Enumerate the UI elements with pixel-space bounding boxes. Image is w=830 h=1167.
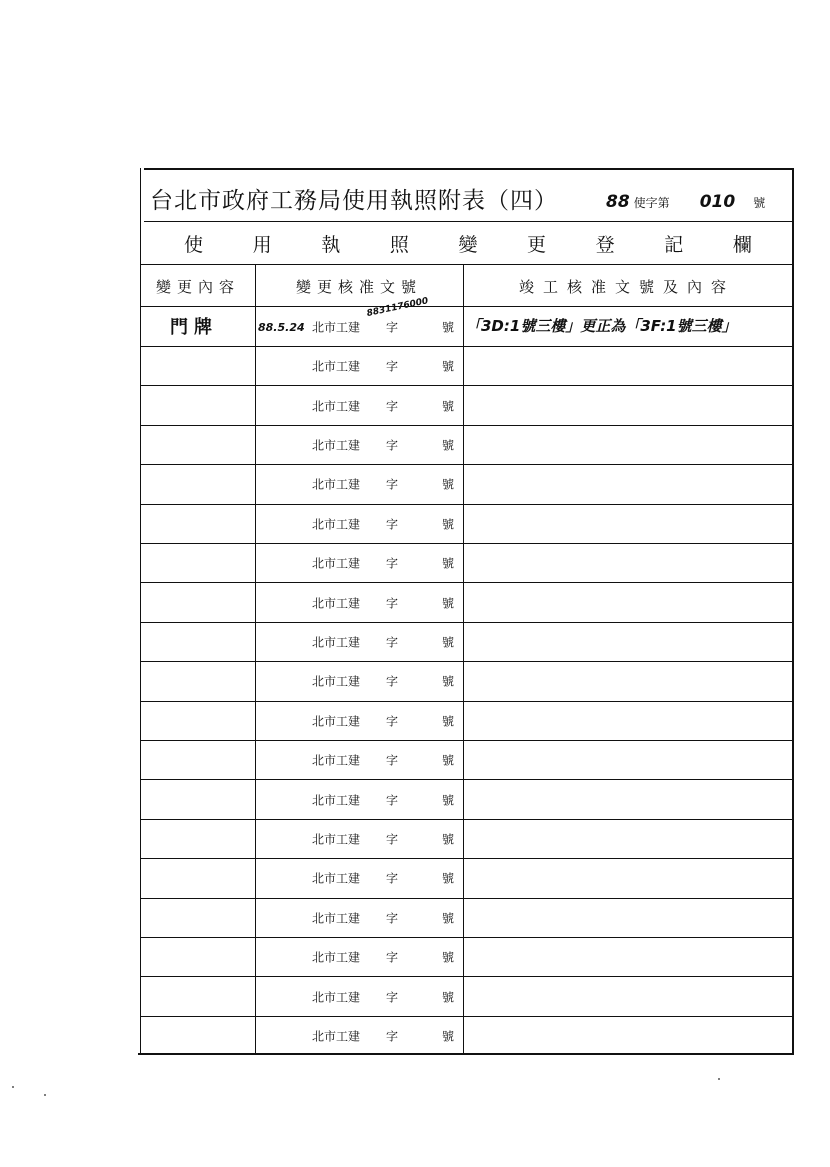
- table-row: [140, 741, 792, 779]
- approval-doc-cell: [256, 583, 464, 621]
- hao-label: 號: [442, 911, 455, 926]
- hao-label: 號: [442, 793, 455, 808]
- table-row: [140, 702, 792, 740]
- zi-label: 字: [386, 359, 399, 374]
- hao-label: 號: [442, 399, 455, 414]
- table-row: [140, 296, 792, 346]
- office-label: 北市工建: [312, 1029, 361, 1044]
- approval-doc-cell: [256, 741, 464, 779]
- approval-doc-cell: [256, 820, 464, 858]
- office-label: 北市工建: [312, 359, 361, 374]
- license-year: 88: [606, 192, 630, 212]
- zi-label: 字: [386, 320, 399, 334]
- office-label: 北市工建: [312, 438, 361, 453]
- approval-doc-cell: [256, 307, 464, 346]
- approval-doc-cell: [256, 544, 464, 582]
- license-serial: 010: [699, 192, 736, 212]
- office-label: 北市工建: [312, 477, 361, 492]
- zi-label: 字: [386, 1029, 399, 1044]
- license-prefix: 使字第: [633, 196, 670, 210]
- divider: [140, 264, 792, 265]
- approval-doc-cell: [256, 623, 464, 661]
- column-header-completion-doc: 竣工核准文號及內容: [518, 277, 735, 296]
- section-title-char: 執: [321, 233, 341, 256]
- approval-doc-cell: [256, 899, 464, 937]
- column-header-change-content: 變更內容: [155, 277, 240, 296]
- section-title-char: 變: [458, 233, 478, 256]
- zi-label: 字: [386, 990, 399, 1005]
- hao-label: 號: [442, 438, 455, 453]
- table-row: [140, 347, 792, 385]
- table-row: [140, 544, 792, 582]
- zi-label: 字: [386, 477, 399, 492]
- approval-doc-cell: [256, 977, 464, 1015]
- approval-doc-cell: [256, 1017, 464, 1055]
- office-label: 北市工建: [312, 990, 361, 1005]
- table-row: [140, 623, 792, 661]
- office-label: 北市工建: [312, 793, 361, 808]
- zi-label: 字: [386, 438, 399, 453]
- table-row: [140, 465, 792, 503]
- hao-label: 號: [442, 320, 455, 334]
- scan-speck: [12, 1086, 14, 1088]
- office-label: 北市工建: [312, 596, 361, 611]
- table-row: [140, 505, 792, 543]
- hao-label: 號: [442, 596, 455, 611]
- zi-label: 字: [386, 871, 399, 886]
- table-row: [140, 780, 792, 818]
- section-title-char: 登: [595, 233, 615, 256]
- hao-label: 號: [442, 990, 455, 1005]
- hao-label: 號: [442, 1029, 455, 1044]
- table-row: [140, 820, 792, 858]
- approval-doc-cell: [256, 465, 464, 503]
- approval-doc-cell: [256, 347, 464, 385]
- hao-label: 號: [442, 517, 455, 532]
- section-title: [144, 222, 792, 264]
- hao-label: 號: [442, 714, 455, 729]
- office-label: 北市工建: [312, 635, 361, 650]
- section-title-char: 記: [664, 233, 684, 256]
- scan-speck: [44, 1094, 46, 1096]
- table-row: [140, 662, 792, 700]
- section-title-char: 用: [252, 233, 272, 256]
- zi-label: 字: [386, 832, 399, 847]
- hao-label: 號: [442, 832, 455, 847]
- change-content-value: 門牌: [170, 317, 218, 338]
- section-title-char: 欄: [732, 233, 752, 256]
- approval-doc-cell: [256, 505, 464, 543]
- office-label: 北市工建: [312, 320, 361, 334]
- hao-label: 號: [442, 556, 455, 571]
- table-row: [140, 859, 792, 897]
- approval-doc-cell: [256, 386, 464, 424]
- zi-label: 字: [386, 911, 399, 926]
- approval-doc-cell: [256, 662, 464, 700]
- table-row: [140, 938, 792, 976]
- hao-label: 號: [442, 477, 455, 492]
- hao-label: 號: [442, 674, 455, 689]
- section-title-char: 更: [527, 233, 547, 256]
- office-label: 北市工建: [312, 911, 361, 926]
- hao-label: 號: [442, 950, 455, 965]
- approval-doc-cell: [256, 702, 464, 740]
- approval-doc-cell: [256, 859, 464, 897]
- office-label: 北市工建: [312, 753, 361, 768]
- office-label: 北市工建: [312, 556, 361, 571]
- scan-speck: [718, 1078, 720, 1080]
- approval-doc-cell: [256, 426, 464, 464]
- table-row: [140, 899, 792, 937]
- approval-doc-cell: [256, 938, 464, 976]
- completion-content: 「3D:1號三樓」更正為「3F:1號三樓」: [466, 317, 737, 335]
- form-right-border: [792, 168, 794, 1054]
- table-row: [140, 977, 792, 1015]
- office-label: 北市工建: [312, 871, 361, 886]
- table-row: [140, 1017, 792, 1055]
- approval-doc-cell: [256, 780, 464, 818]
- hao-label: 號: [442, 635, 455, 650]
- hao-label: 號: [442, 871, 455, 886]
- section-title-char: 照: [389, 233, 409, 256]
- approval-date: 88.5.24: [258, 321, 305, 334]
- license-suffix: 號: [753, 196, 766, 210]
- zi-label: 字: [386, 517, 399, 532]
- table-row: [140, 426, 792, 464]
- table-row: [140, 386, 792, 424]
- section-title-char: 使: [184, 233, 204, 256]
- zi-label: 字: [386, 635, 399, 650]
- form-title: 台北市政府工務局使用執照附表（四）: [150, 188, 558, 214]
- office-label: 北市工建: [312, 674, 361, 689]
- office-label: 北市工建: [312, 714, 361, 729]
- office-label: 北市工建: [312, 399, 361, 414]
- zi-label: 字: [386, 793, 399, 808]
- form-header: [144, 170, 792, 220]
- office-label: 北市工建: [312, 950, 361, 965]
- zi-label: 字: [386, 596, 399, 611]
- column-header-approval-doc: 變更核准文號: [295, 277, 422, 296]
- office-label: 北市工建: [312, 517, 361, 532]
- zi-label: 字: [386, 714, 399, 729]
- zi-label: 字: [386, 556, 399, 571]
- zi-label: 字: [386, 753, 399, 768]
- license-number: [606, 192, 765, 212]
- hao-label: 號: [442, 753, 455, 768]
- hao-label: 號: [442, 359, 455, 374]
- zi-label: 字: [386, 950, 399, 965]
- approval-doc-number: 8831176000: [365, 296, 430, 319]
- zi-label: 字: [386, 399, 399, 414]
- zi-label: 字: [386, 674, 399, 689]
- table-row: [140, 583, 792, 621]
- office-label: 北市工建: [312, 832, 361, 847]
